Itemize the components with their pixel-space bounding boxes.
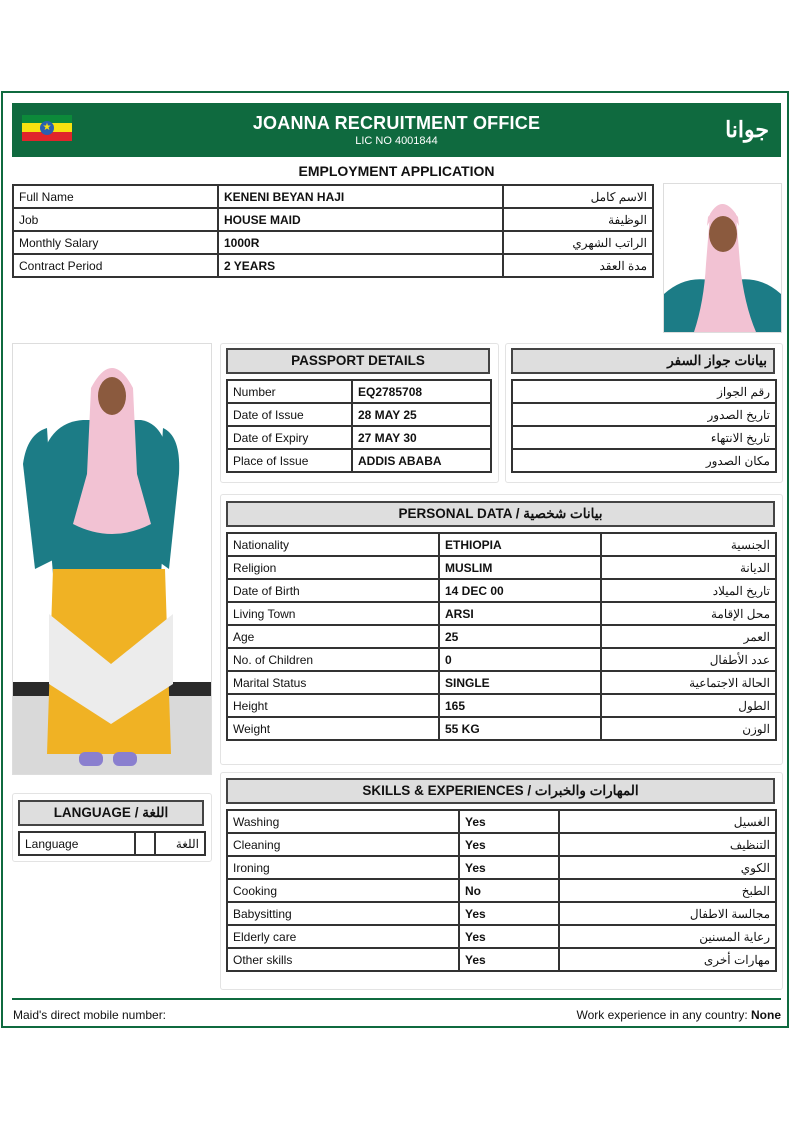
passport-table [226,379,492,473]
table-row [227,556,776,579]
full-body-photo [12,343,212,775]
table-row [13,254,653,277]
field-value: 55 KG [439,717,601,740]
field-value: SINGLE [439,671,601,694]
field-value: Yes [459,902,559,925]
field-label: Ironing [227,856,459,879]
field-label: Other skills [227,948,459,971]
field-arabic-label: الوزن [601,717,776,740]
arabic-brand: جوانا [725,117,769,142]
field-arabic-label: مهارات أخرى [559,948,776,971]
field-arabic-label: تاريخ الميلاد [601,579,776,602]
footer-divider [12,998,781,1000]
field-label: Job [13,208,218,231]
field-value: MUSLIM [439,556,601,579]
field-arabic-label: الراتب الشهري [503,231,653,254]
field-label: Elderly care [227,925,459,948]
language-arabic-label: اللغة [155,832,205,855]
passport-arabic-title: بيانات جواز السفر [511,348,775,374]
field-value: ADDIS ABABA [352,449,491,472]
field-arabic-label: التنظيف [559,833,776,856]
field-arabic-label: محل الإقامة [601,602,776,625]
work-experience [576,1008,781,1022]
field-label: Cooking [227,879,459,902]
field-value: KENENI BEYAN HAJI [218,185,503,208]
field-label: Place of Issue [227,449,352,472]
field-label: Date of Issue [227,403,352,426]
table-row [227,902,776,925]
passport-section-title: PASSPORT DETAILS [226,348,490,374]
field-arabic-label: رعاية المسنين [559,925,776,948]
mobile-number-label: Maid's direct mobile number: [13,1008,167,1022]
table-row [227,403,491,426]
language-label: Language [19,832,135,855]
field-label: Age [227,625,439,648]
language-title: LANGUAGE / اللغة [18,800,204,826]
field-value: ETHIOPIA [439,533,601,556]
field-value: 0 [439,648,601,671]
field-value: 28 MAY 25 [352,403,491,426]
table-row [227,833,776,856]
ethiopia-flag-icon: ★ [22,115,72,141]
document-title: EMPLOYMENT APPLICATION [298,163,495,179]
field-label: Babysitting [227,902,459,925]
table-row [227,948,776,971]
field-label: Height [227,694,439,717]
table-row [227,449,491,472]
field-arabic-label: الحالة الاجتماعية [601,671,776,694]
field-arabic-label: الغسيل [559,810,776,833]
table-row [227,602,776,625]
field-label: Living Town [227,602,439,625]
table-row [13,185,653,208]
field-label: Marital Status [227,671,439,694]
field-label: Date of Expiry [227,426,352,449]
field-value: No [459,879,559,902]
table-row [227,717,776,740]
field-arabic-label: تاريخ الصدور [512,403,776,426]
field-value: Yes [459,948,559,971]
table-row [227,533,776,556]
field-value: Yes [459,925,559,948]
field-label: Cleaning [227,833,459,856]
language-value [135,832,155,855]
table-row [227,579,776,602]
table-row [227,810,776,833]
field-value: HOUSE MAID [218,208,503,231]
language-row [19,832,205,855]
license-number: LIC NO 4001844 [355,135,438,147]
field-arabic-label: الطول [601,694,776,717]
table-row [227,625,776,648]
field-arabic-label: الاسم كامل [503,185,653,208]
table-row [13,231,653,254]
field-arabic-label: الكوي [559,856,776,879]
field-label: Nationality [227,533,439,556]
table-row [512,380,776,403]
field-arabic-label: تاريخ الانتهاء [512,426,776,449]
table-row [227,694,776,717]
field-value: 27 MAY 30 [352,426,491,449]
field-value: 165 [439,694,601,717]
personal-data-title: PERSONAL DATA / بيانات شخصية [226,501,775,527]
field-label: Washing [227,810,459,833]
table-row [512,449,776,472]
field-label: Number [227,380,352,403]
field-value: Yes [459,856,559,879]
header-banner [12,103,781,157]
field-value: EQ2785708 [352,380,491,403]
field-label: Religion [227,556,439,579]
work-experience-label: Work experience in any country: [576,1008,748,1022]
field-arabic-label: الديانة [601,556,776,579]
table-row [227,925,776,948]
field-label: Date of Birth [227,579,439,602]
field-value: 1000R [218,231,503,254]
field-arabic-label: مدة العقد [503,254,653,277]
field-label: Full Name [13,185,218,208]
table-row [227,856,776,879]
field-label: Contract Period [13,254,218,277]
field-label: Monthly Salary [13,231,218,254]
table-row [227,879,776,902]
personal-data-table [226,532,777,741]
field-arabic-label: العمر [601,625,776,648]
skills-table [226,809,777,972]
table-row [227,426,491,449]
skills-title: SKILLS & EXPERIENCES / المهارات والخبرات [226,778,775,804]
field-arabic-label: عدد الأطفال [601,648,776,671]
field-arabic-label: مكان الصدور [512,449,776,472]
table-row [227,648,776,671]
table-row [512,426,776,449]
field-value: ARSI [439,602,601,625]
language-table [18,831,206,856]
field-arabic-label: الجنسية [601,533,776,556]
field-value: 14 DEC 00 [439,579,601,602]
main-info-table [12,184,654,278]
table-row [227,380,491,403]
work-experience-value: None [751,1008,781,1022]
passport-arabic-table [511,379,777,473]
field-value: 2 YEARS [218,254,503,277]
field-label: Weight [227,717,439,740]
field-value: Yes [459,833,559,856]
field-arabic-label: مجالسة الاطفال [559,902,776,925]
field-arabic-label: رقم الجواز [512,380,776,403]
field-arabic-label: الطبخ [559,879,776,902]
table-row [227,671,776,694]
field-arabic-label: الوظيفة [503,208,653,231]
field-label: No. of Children [227,648,439,671]
office-title: JOANNA RECRUITMENT OFFICE [252,113,541,133]
table-row [13,208,653,231]
headshot-photo [663,183,782,333]
table-row [512,403,776,426]
field-value: 25 [439,625,601,648]
field-value: Yes [459,810,559,833]
